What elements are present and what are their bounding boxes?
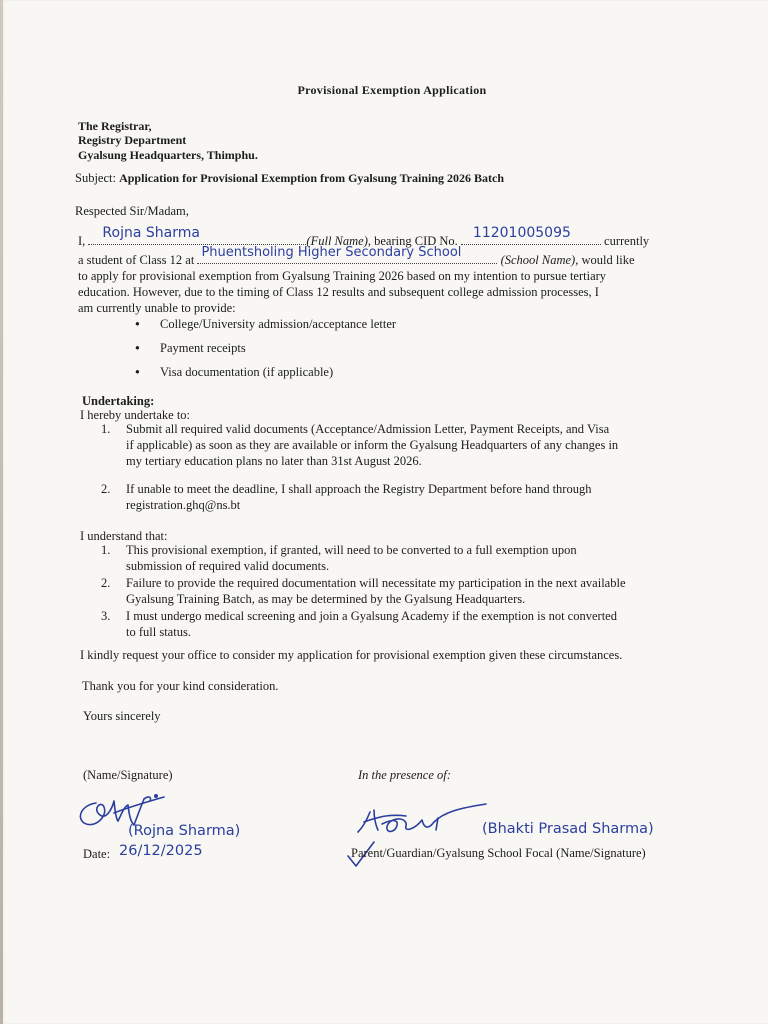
applicant-signed-name: (Rojna Sharma)	[128, 823, 241, 839]
list-item	[101, 421, 681, 469]
missing-documents-list	[135, 316, 396, 388]
subject-label: Subject:	[75, 171, 116, 185]
item-number: 1.	[101, 543, 111, 557]
school-hint: (School Name)	[500, 253, 576, 267]
intro-paragraph	[78, 225, 680, 316]
currently-text: currently	[604, 234, 650, 248]
item-line: Gyalsung Training Batch, as may be determined by the Gyalsung Headquarters.	[126, 592, 526, 606]
witness-label: In the presence of:	[358, 768, 451, 782]
para-line-3: to apply for provisional exemption from Gyalsung Training 2026 based on my intention to pursue tertiary	[78, 269, 607, 283]
full-name-handwritten: Rojna Sharma	[102, 225, 200, 242]
item-number: 2.	[101, 482, 111, 496]
cid-handwritten: 11201005095	[472, 225, 571, 242]
witness-role-label: Parent/Guardian/Gyalsung School Focal (Name/Signature)	[351, 846, 646, 860]
witness-signed-name: (Bhakti Prasad Sharma)	[482, 821, 654, 837]
list-item	[101, 542, 681, 574]
list-item: ● Visa documentation (if applicable)	[135, 364, 396, 380]
date-label: Date:	[83, 847, 111, 861]
para-line-5: am currently unable to provide:	[78, 301, 236, 315]
para-line-2	[78, 245, 680, 268]
address-line: The Registrar,	[78, 119, 152, 133]
understand-list	[101, 542, 681, 641]
subject-text: Application for Provisional Exemption from Gyalsung Training 2026 Batch	[119, 171, 505, 185]
address-line: Gyalsung Headquarters, Thimphu.	[78, 147, 258, 162]
item-line: I must undergo medical screening and join a Gyalsung Academy if the exemption is not converted	[126, 609, 617, 623]
item-line: to full status.	[126, 625, 191, 639]
salutation: Respected Sir/Madam,	[75, 204, 189, 218]
item-line: submission of required valid documents.	[126, 559, 330, 573]
item-number: 1.	[101, 422, 111, 436]
recipient-address	[78, 119, 258, 162]
item-line: This provisional exemption, if granted, will need to be converted to a full exemption upon	[126, 543, 577, 557]
item-number: 3.	[101, 609, 111, 623]
full-name-field	[88, 225, 306, 245]
thanks-sentence: Thank you for your kind consideration.	[82, 679, 279, 693]
request-sentence: I kindly request your office to consider my application for provisional exemption given these circumstances.	[80, 648, 623, 662]
applicant-signature-label: (Name/Signature)	[83, 768, 173, 782]
school-field	[197, 245, 497, 264]
item-line: my tertiary education plans no later than 31st August 2026.	[126, 454, 422, 468]
document-title: Provisional Exemption Application	[297, 83, 487, 97]
class-prefix: a student of Class 12 at	[78, 253, 195, 267]
i-prefix: I,	[78, 234, 86, 248]
para-line-4: education. However, due to the timing of Class 12 results and subsequent college admission processes, I	[78, 285, 599, 299]
undertaking-heading: Undertaking:	[82, 394, 155, 408]
paper-edge	[0, 0, 3, 1024]
list-item	[101, 481, 681, 513]
date-handwritten: 26/12/2025	[119, 843, 203, 859]
item-line: registration.ghq@ns.bt	[126, 498, 241, 512]
item-line: Submit all required valid documents (Acceptance/Admission Letter, Payment Receipts, and Visa	[126, 422, 610, 436]
item-line: If unable to meet the deadline, I shall approach the Registry Department before hand through	[126, 482, 592, 496]
list-item	[101, 575, 681, 607]
item-number: 2.	[101, 576, 111, 590]
undertaking-intro: I hereby undertake to:	[80, 408, 191, 422]
item-line: if applicable) as soon as they are available or inform the Gyalsung Headquarters of any changes in	[126, 438, 619, 452]
undertaking-list	[101, 421, 681, 525]
full-name-hint: (Full Name)	[306, 234, 368, 248]
would-like-text: , would like	[575, 253, 635, 267]
bearing-cid-text: , bearing CID No.	[367, 234, 458, 248]
understand-intro: I understand that:	[80, 529, 168, 543]
list-item	[101, 608, 681, 640]
list-item: ● Payment receipts	[135, 340, 396, 356]
item-line: Failure to provide the required documentation will necessitate my participation in the next available	[126, 576, 626, 590]
closing: Yours sincerely	[83, 709, 161, 723]
list-item: ● College/University admission/acceptance letter	[135, 316, 396, 332]
school-handwritten: Phuentsholing Higher Secondary School	[201, 245, 462, 261]
cid-field	[461, 225, 601, 245]
address-line: Registry Department	[78, 133, 187, 148]
subject-line	[75, 170, 504, 186]
